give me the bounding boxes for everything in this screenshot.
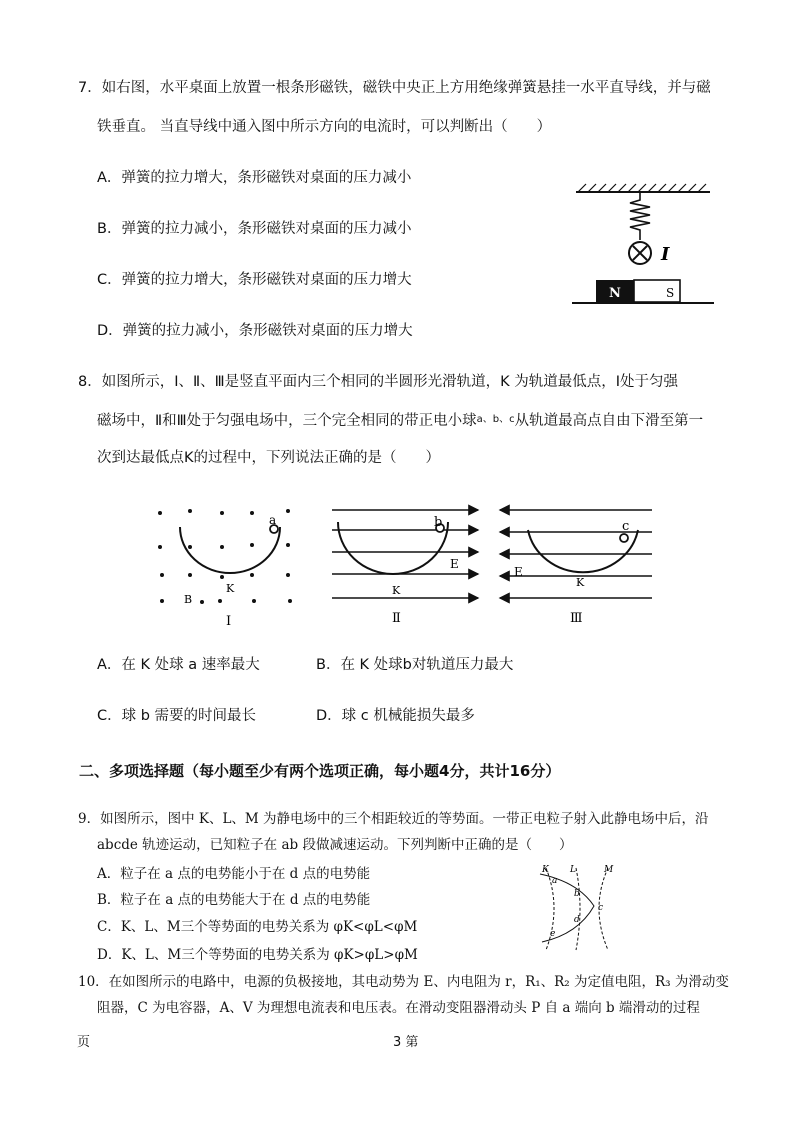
q7-magnet-n: N [609, 286, 621, 301]
q8-stem-line1: 8．如图所示，Ⅰ、Ⅱ、Ⅲ是竖直平面内三个相同的半圆形光滑轨道，K 为轨道最低点，Ⅰ处于匀强 [78, 374, 679, 390]
q9-label-b: b [574, 889, 580, 899]
q9-option-d: D．K、L、M三个等势面的电势关系为 φK>φL>φM [97, 947, 418, 963]
section2-title: 二、多项选择题（每小题至少有两个选项正确，每小题4分，共计16分） [79, 762, 561, 780]
q9-stem-line1: 9．如图所示，图中 K、L、M 为静电场中的三个相距较近的等势面。一带正电粒子射入此静电场中后，沿 [78, 811, 709, 827]
q9-label-l: L [570, 865, 576, 875]
q8-fig1-ball: a [269, 513, 277, 527]
q7-magnet-wire-figure [568, 178, 718, 310]
q7-option-a: A．弹簧的拉力增大，条形磁铁对桌面的压力减小 [97, 170, 412, 186]
q8-fig3-field: E [514, 565, 523, 579]
q8-figure-1 [150, 503, 310, 631]
q8-fig1-k: K [226, 582, 235, 595]
q9-label-m: M [604, 865, 614, 875]
q8-option-a: A．在 K 处球 a 速率最大 [97, 657, 260, 673]
q8-fig2-caption: Ⅱ [392, 611, 401, 626]
q8-figure-2 [328, 500, 488, 628]
q10-stem-line2: 阻器，C 为电容器，A、V 为理想电流表和电压表。在滑动变阻器滑动头 P 自 a 端向 b 端滑动的过程 [97, 1000, 700, 1016]
page-number: 3 第 [393, 1035, 419, 1050]
q9-option-b: B．粒子在 a 点的电势能大于在 d 点的电势能 [97, 892, 371, 908]
q9-label-k: K [542, 865, 549, 875]
q8-fig2-ball: b [434, 515, 443, 530]
q9-label-a: a [552, 876, 558, 886]
q8-option-d: D．球 c 机械能损失最多 [316, 708, 475, 724]
footer-left: 页 [77, 1035, 91, 1050]
q8-fig3-ball: c [622, 519, 630, 534]
q8-fig3-caption: Ⅲ [570, 611, 583, 626]
q9-option-c: C．K、L、M三个等势面的电势关系为 φK<φL<φM [97, 919, 418, 935]
q8-fig3-k: K [576, 576, 585, 589]
q9-equipotential-figure [532, 862, 628, 954]
q8-figure-3 [492, 500, 660, 628]
q8-stem-line2-a: 磁场中，Ⅱ和Ⅲ处于匀强电场中，三个完全相同的带正电小球 [97, 413, 477, 429]
q7-option-b: B．弹簧的拉力减小，条形磁铁对桌面的压力减小 [97, 221, 412, 237]
q9-label-c: c [598, 903, 604, 913]
q9-option-a: A．粒子在 a 点的电势能小于在 d 点的电势能 [97, 866, 371, 882]
q8-stem-line3: 次到达最低点K的过程中，下列说法正确的是（ ） [97, 450, 441, 466]
q9-label-d: d [574, 915, 580, 925]
q10-stem-line1: 10．在如图所示的电路中，电源的负极接地，其电动势为 E、内电阻为 r，R₁、R₂ 为定值电阻，R₃ 为滑动变 [78, 974, 729, 990]
q9-label-e: e [550, 929, 556, 939]
q8-option-c: C．球 b 需要的时间最长 [97, 708, 257, 724]
q7-current-label: I [661, 244, 670, 265]
q7-option-d: D．弹簧的拉力减小，条形磁铁对桌面的压力增大 [97, 323, 413, 339]
q8-fig2-k: K [392, 584, 401, 597]
q8-stem-line2 [97, 410, 703, 431]
q7-magnet-s: S [666, 286, 675, 300]
q7-option-c: C．弹簧的拉力增大，条形磁铁对桌面的压力增大 [97, 272, 412, 288]
q8-fig1-caption: Ⅰ [226, 614, 232, 629]
q8-fig1-field: B [184, 593, 193, 606]
q8-ball-labels: a、b、c [476, 414, 515, 425]
q7-stem-line2: 铁垂直。 当直导线中通入图中所示方向的电流时，可以判断出（ ） [97, 119, 552, 135]
q8-fig2-field: E [450, 557, 459, 571]
q7-stem-line1: 7．如右图，水平桌面上放置一根条形磁铁，磁铁中央正上方用绝缘弹簧悬挂一水平直导线，并与磁 [78, 80, 711, 96]
q9-stem-line2: abcde 轨迹运动，已知粒子在 ab 段做减速运动。下列判断中正确的是（ ） [97, 837, 573, 853]
q8-option-b: B．在 K 处球b对轨道压力最大 [316, 657, 514, 673]
q8-stem-line2-b: 从轨道最高点自由下滑至第一 [514, 413, 704, 429]
